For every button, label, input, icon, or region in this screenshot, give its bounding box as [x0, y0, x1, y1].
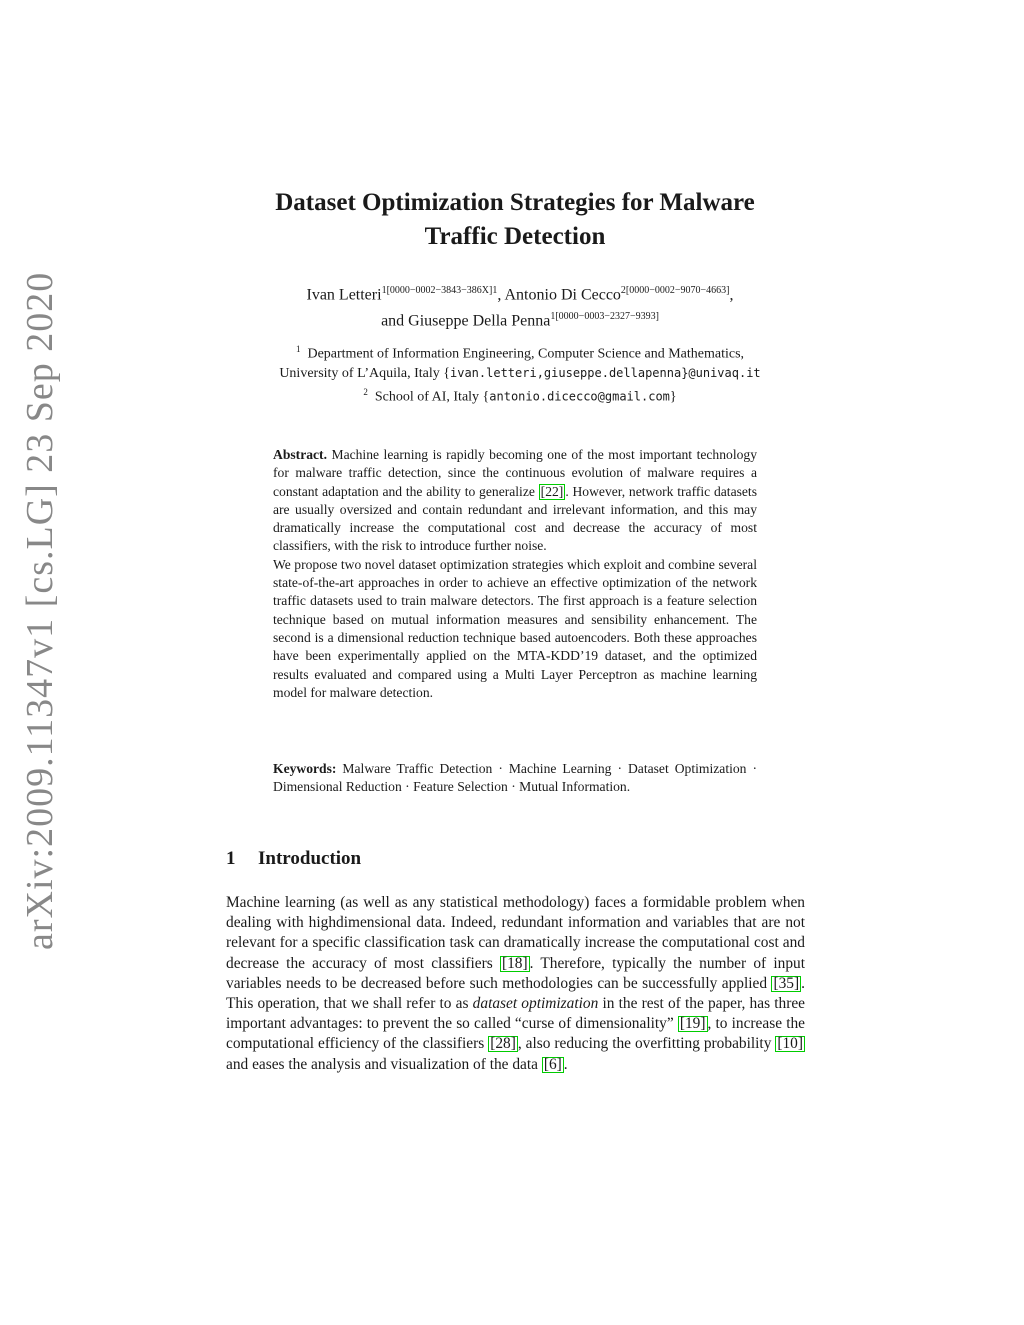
body-text: . This operation, that we shall refer to as: [226, 974, 805, 1013]
body-text: , to increase the computational efficiency of the classifiers: [226, 1015, 806, 1053]
citation-link[interactable]: [6]: [543, 1055, 562, 1073]
author-line-2: [210, 306, 830, 332]
email-domain: }@univaq.it: [681, 365, 761, 380]
abstract-text: . However, network traffic datasets are usually oversized and contain redundant and irrelevant information, and this may dramatically increase the computational cost and decrease the accuracy of most classifiers, with the risk to introduce further noise.: [273, 483, 757, 554]
body-text: . Therefore, typically the number of input variables needs to be decreased before such methodologies can be successfully applied: [226, 954, 805, 992]
keywords-text: Malware Traffic Detection · Machine Learning · Dataset Optimization · Dimensional Reduction · Feature Selection · Mutual Information.: [273, 761, 757, 795]
author-orcid: 1[0000−0003−2327−9393]: [550, 311, 659, 323]
affiliation-text: }: [669, 389, 677, 405]
introduction-paragraph: [226, 893, 805, 1075]
citation-link[interactable]: [22]: [540, 483, 564, 499]
title-line-1: Dataset Optimization Strategies for Malware: [275, 189, 755, 216]
title-line-2: Traffic Detection: [424, 223, 606, 250]
keywords: [273, 760, 757, 797]
abstract-text: Machine learning is rapidly becoming one of the most important technology for malware traffic detection, since the continuous evolution of malware requires a constant adaptation and the ability to generalize: [273, 447, 757, 499]
affiliation-text: Department of Information Engineering, Computer Science and Mathematics,: [307, 346, 745, 362]
author-name: and Giuseppe Della Penna: [381, 312, 551, 330]
arxiv-identifier: arXiv:2009.11347v1 [cs.LG] 23 Sep 2020: [19, 271, 61, 950]
author-line-1: [210, 280, 830, 306]
abstract-paragraph-1: [273, 446, 757, 556]
affiliation-line-1: [210, 340, 830, 364]
body-text: and eases the analysis and visualization of the data: [226, 1055, 542, 1073]
email-address[interactable]: antonio.dicecco@gmail.com: [489, 389, 670, 404]
author-orcid: 2[0000−0002−9070−4663]: [620, 285, 730, 296]
affiliation-marker: 2: [363, 386, 368, 397]
affiliation-line-2: [210, 364, 830, 383]
author-separator: ,: [729, 286, 734, 304]
section-title: Introduction: [258, 848, 362, 869]
section-number: 1: [226, 848, 236, 869]
introduction-body: [226, 893, 805, 1075]
emphasis-term: dataset optimization: [472, 995, 599, 1013]
email-address[interactable]: ivan.letteri,giuseppe.dellapenna: [450, 365, 682, 380]
author-name: Ivan Letteri: [306, 286, 382, 304]
paper-title: [230, 186, 800, 254]
affiliation-marker: 1: [295, 344, 301, 354]
author-name: , Antonio Di Cecco: [497, 286, 621, 304]
body-text: in the rest of the paper, has three important advantages: to prevent the so called “curse of dimensionality”: [226, 995, 805, 1033]
abstract: [273, 446, 757, 702]
body-text: .: [563, 1055, 568, 1073]
affiliations: [210, 340, 830, 406]
citation-link[interactable]: [35]: [773, 974, 800, 992]
body-text: , also reducing the overfitting probability: [517, 1035, 776, 1053]
author-list: [210, 280, 830, 333]
citation-link[interactable]: [19]: [679, 1015, 706, 1033]
abstract-label: Abstract.: [273, 447, 327, 462]
citation-link[interactable]: [18]: [501, 954, 528, 972]
body-text: Machine learning (as well as any statistical methodology) faces a formidable problem when dealing with highdimensional data. Indeed, redundant information and variables that are not relevant for a specific classification task can dramatically increase the computational cost and decrease the accuracy of most classifiers: [226, 894, 805, 972]
affiliation-line-3: [210, 383, 830, 407]
citation-link[interactable]: [28]: [490, 1035, 516, 1053]
citation-link[interactable]: [10]: [777, 1035, 803, 1053]
section-heading: [226, 848, 626, 870]
author-orcid: 1[0000−0002−3843−386X]1: [381, 285, 498, 296]
affiliation-text: School of AI, Italy {: [374, 389, 490, 405]
keywords-label: Keywords:: [273, 761, 337, 776]
affiliation-text: University of L’Aquila, Italy {: [279, 365, 450, 381]
abstract-paragraph-2: We propose two novel dataset optimization strategies which exploit and combine several state-of-the-art approaches in order to achieve an effective optimization of the network traffic datasets used to train malware detectors. The first approach is a feature selection technique based on mutual information measures and sensibility enhancement. The second is a dimensional reduction technique based autoencoders. Both these approaches have been experimentally applied on the MTA-KDD’19 dataset, and the optimized results evaluated and compared using a Multi Layer Perceptron as machine learning model for malware detection.: [273, 556, 757, 700]
